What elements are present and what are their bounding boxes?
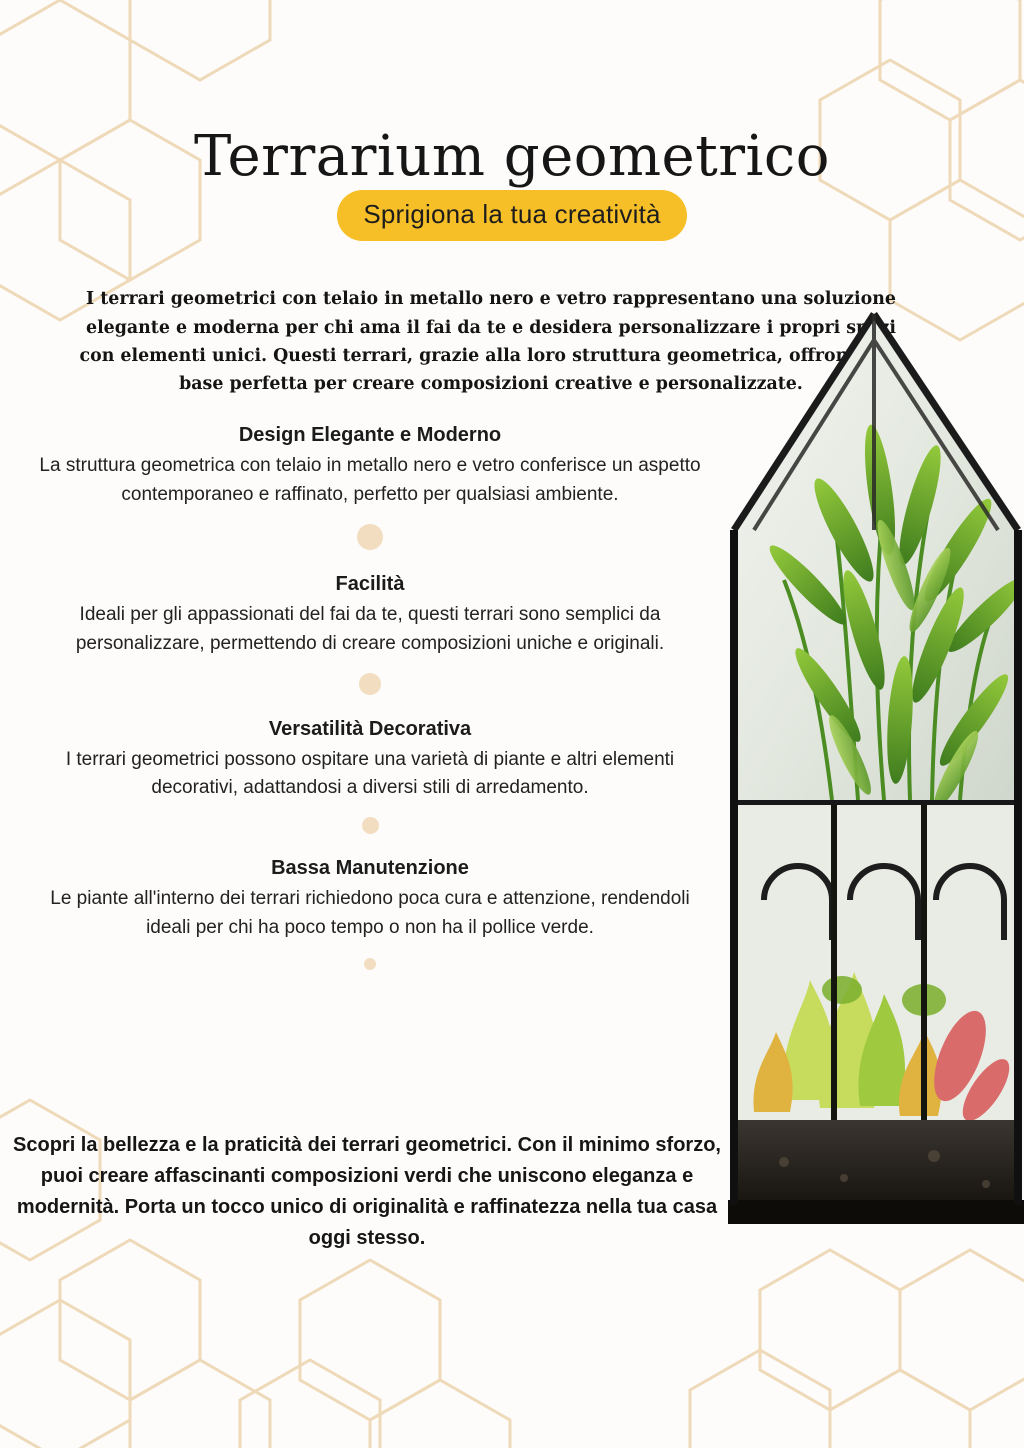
- section-bassa-manutenzione: [10, 853, 730, 943]
- section-body: Ideali per gli appassionati del fai da te, questi terrari sono semplici da personalizzare, permettendo di creare composizioni uniche e originali.: [75, 603, 665, 654]
- section-body: I terrari geometrici possono ospitare una varietà di piante e altri elementi decorativi, adattandosi a diversi stili di arredamento.: [65, 748, 675, 799]
- separator-dot: [359, 673, 381, 695]
- section-heading: Facilità: [335, 572, 405, 595]
- section-heading: Design Elegante e Moderno: [238, 424, 502, 446]
- sections-list: [10, 420, 730, 989]
- section-versatilita-decorativa: [10, 714, 730, 804]
- dot-separator: [10, 957, 730, 975]
- dot-separator: [10, 673, 730, 700]
- separator-dot: [362, 817, 379, 834]
- section-body: Le piante all'interno dei terrari richiedono poca cura e attenzione, rendendoli ideali per chi ha poco tempo o non ha il pollice verde.: [50, 888, 690, 939]
- section-heading: Versatilità Decorativa: [268, 717, 472, 740]
- subtitle-badge: Sprigiona la tua creatività: [337, 190, 686, 241]
- closing-paragraph: Scopri la bellezza e la praticità dei terrari geometrici. Con il minimo sforzo, puoi creare affascinanti composizioni verdi che uniscono eleganza e modernità. Porta un tocco unico di originalità e raffinatezza nella tua casa oggi stesso.: [13, 1134, 721, 1249]
- terrarium-photo: [724, 300, 1024, 1260]
- section-body: La struttura geometrica con telaio in metallo nero e vetro conferisce un aspetto contemporaneo e raffinato, perfetto per qualsiasi ambiente.: [39, 455, 701, 505]
- separator-dot: [364, 958, 376, 970]
- separator-dot: [357, 524, 383, 550]
- section-heading: Bassa Manutenzione: [271, 857, 469, 880]
- dot-separator: [10, 817, 730, 839]
- section-facilita: [10, 569, 730, 659]
- subtitle-badge-wrap: [0, 190, 1024, 241]
- intro-paragraph: I terrari geometrici con telaio in metallo nero e vetro rappresentano una soluzione elegante e moderna per chi ama il fai da te e desidera personalizzare i propri spazi con elementi unici. Questi terrari, grazie alla loro struttura geometrica, offrono una base perfetta per creare composizioni creative e personalizzate.: [79, 289, 903, 394]
- page-title: Terrarium geometrico: [194, 123, 830, 189]
- section-design-elegante-e-moderno: [10, 420, 730, 510]
- dot-separator: [10, 524, 730, 555]
